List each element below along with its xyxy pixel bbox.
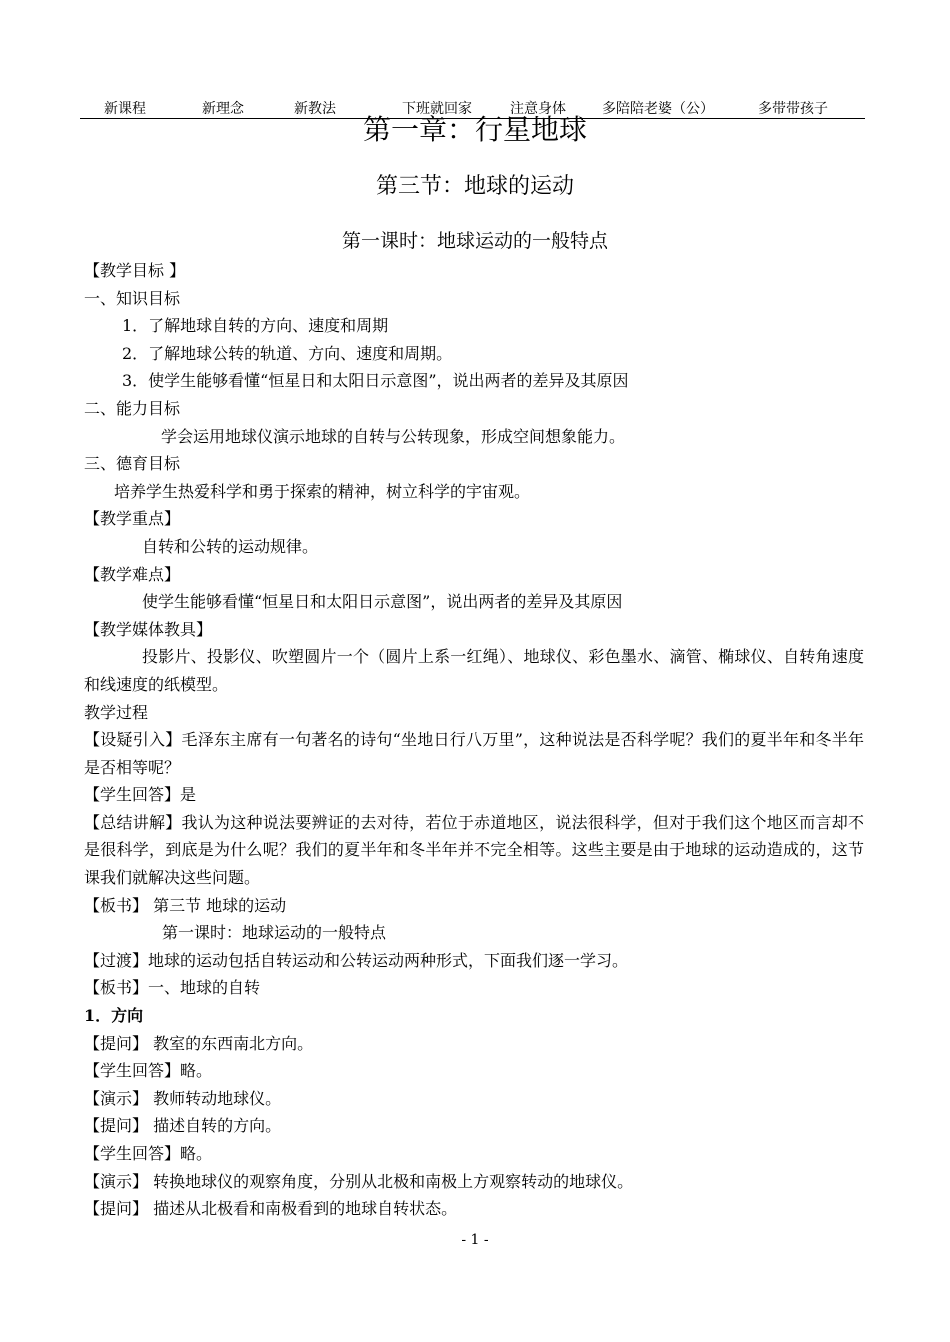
subheading-knowledge: 一、知识目标 (84, 288, 181, 308)
text-line: 【提问】 教室的东西南北方向。 (84, 1033, 314, 1053)
page-number: - 1 - (461, 1232, 489, 1248)
list-item: 2．了解地球公转的轨道、方向、速度和周期。 (122, 343, 453, 363)
text-line: 自转和公转的运动规律。 (142, 536, 319, 556)
text-line: 【学生回答】是 (84, 785, 197, 805)
heading-key-points: 【教学重点】 (84, 509, 181, 529)
heading-difficulties: 【教学难点】 (84, 564, 181, 584)
paragraph-intro: 【设疑引入】毛泽东主席有一句著名的诗句“坐地日行八万里”，这种说法是否科学呢？我们的夏半年和冬半年是否相等呢？ (84, 730, 864, 777)
text-line: 【板书】一、地球的自转 (84, 978, 261, 998)
heading-media: 【教学媒体教具】 (84, 619, 213, 639)
header-item: 下班就回家 (402, 101, 472, 117)
text-line: 【学生回答】略。 (84, 1144, 213, 1163)
text-line: 第一课时：地球运动的一般特点 (162, 923, 387, 943)
header-item: 新课程 (104, 101, 146, 117)
heading-teaching-goals: 【教学目标 】 (84, 261, 186, 280)
text-line: 【过渡】地球的运动包括自转运动和公转运动两种形式，下面我们逐一学习。 (84, 950, 629, 970)
document-body (84, 257, 864, 1223)
header-item: 注意身体 (510, 101, 566, 117)
text-line: 【提问】 描述从北极看和南极看到的地球自转状态。 (84, 1199, 458, 1219)
lesson-title: 第一课时：地球运动的一般特点 (341, 230, 608, 252)
text-line: 【演示】 转换地球仪的观察角度，分别从北极和南极上方观察转动的地球仪。 (84, 1171, 634, 1191)
heading-process: 教学过程 (84, 702, 149, 722)
header-item: 新理念 (202, 101, 244, 117)
subheading-ability: 二、能力目标 (84, 398, 181, 418)
text-line: 【板书】 第三节 地球的运动 (84, 895, 287, 915)
list-item: 1．了解地球自转的方向、速度和周期 (122, 316, 389, 336)
text-line: 使学生能够看懂“恒星日和太阳日示意图”，说出两者的差异及其原因 (142, 592, 623, 612)
text-line: 【演示】 教师转动地球仪。 (84, 1088, 282, 1108)
paragraph-summary: 【总结讲解】我认为这种说法要辨证的去对待，若位于赤道地区，说法很科学，但对于我们这个地区而言却不是很科学，到底是为什么呢？我们的夏半年和冬半年并不完全相等。这些主要是由于地球的运动造成的，这节课我们就解决这些问题。 (84, 812, 864, 888)
paragraph-media: 投影片、投影仪、吹塑圆片一个（圆片上系一红绳）、地球仪、彩色墨水、滴管、椭球仪、自转角速度和线速度的纸模型。 (84, 647, 864, 694)
chapter-title: 第一章：行星地球 (362, 113, 587, 146)
list-item: 3．使学生能够看懂“恒星日和太阳日示意图”，说出两者的差异及其原因 (122, 371, 629, 391)
text-line: 【提问】 描述自转的方向。 (84, 1116, 282, 1136)
header-item: 新教法 (294, 101, 336, 117)
text-line: 1．方向 (84, 1006, 144, 1026)
header-item: 多陪陪老婆（公） (602, 101, 714, 117)
text-line: 学会运用地球仪演示地球的自转与公转现象，形成空间想象能力。 (161, 426, 626, 446)
header-item: 多带带孩子 (758, 101, 828, 117)
text-line: 【学生回答】略。 (84, 1061, 213, 1081)
text-line: 培养学生热爱科学和勇于探索的精神，树立科学的宇宙观。 (114, 481, 531, 501)
subheading-moral: 三、德育目标 (84, 454, 181, 474)
section-title: 第三节：地球的运动 (375, 174, 574, 199)
